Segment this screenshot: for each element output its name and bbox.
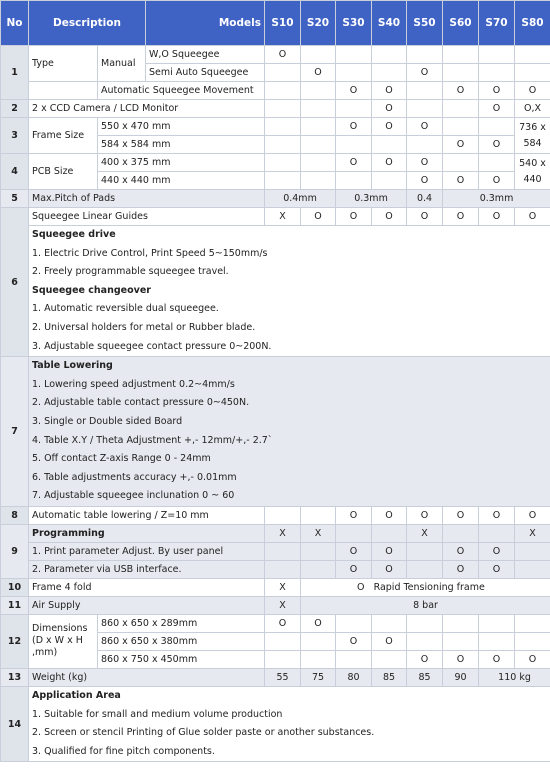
s80-pcb-size: 540 x 440 [515,154,550,190]
cell [301,172,336,190]
cell [301,136,336,154]
detail-line: 1. Lowering speed adjustment 0.2~4mm/s [32,378,235,390]
header-row [1,1,550,46]
cell [336,64,372,82]
row-1-wo [1,46,550,64]
cell: O [336,154,372,172]
frame-size-label: Frame Size [29,118,98,154]
row-number: 14 [1,686,29,761]
s80-frame-size: 736 x 584 [515,118,550,154]
ccd-camera-label: 2 x CCD Camera / LCD Monitor [29,100,265,118]
cell: O [443,560,479,578]
cell [265,154,301,172]
squeegee-drive-heading: Squeegee drive [32,229,116,240]
cell [265,172,301,190]
cell [443,524,479,542]
cell [301,560,336,578]
cell [407,82,443,100]
cell [479,46,515,64]
cell: O [372,208,407,226]
cell [336,46,372,64]
cell: O [479,208,515,226]
row-number: 10 [1,578,29,596]
cell: O [372,82,407,100]
cell: O [443,208,479,226]
pcb-size-label: PCB Size [29,154,98,190]
cell [443,100,479,118]
row-14 [1,686,550,761]
cell [301,632,336,650]
cell [443,614,479,632]
cell [407,136,443,154]
cell: X [265,524,301,542]
cell [265,64,301,82]
cell [336,614,372,632]
row-12a [1,614,550,632]
cell [407,632,443,650]
cell: O [336,560,372,578]
detail-line: 3. Single or Double sided Board [32,415,183,427]
row-1-auto [1,82,550,100]
cell: O [443,506,479,524]
cell: O [336,82,372,100]
header-description: Description [29,1,146,46]
rapid-o: O [357,581,365,593]
cell [372,46,407,64]
print-parameter-label: 1. Print parameter Adjust. By user panel [29,542,265,560]
frame-size-b: 584 x 584 mm [98,136,265,154]
cell: O [443,172,479,190]
cell [372,524,407,542]
row-number: 7 [1,357,29,507]
header-model: S40 [372,1,407,46]
cell [479,64,515,82]
cell: O [479,172,515,190]
type-label: Type [29,46,98,82]
cell: 85 [372,668,407,686]
cell: O [443,542,479,560]
cell: O [515,82,550,100]
air-supply-label: Air Supply [29,596,265,614]
frame-4-fold-label: Frame 4 fold [29,578,265,596]
cell: X [515,524,550,542]
cell: O [479,650,515,668]
table-lowering-heading: Table Lowering [32,360,113,372]
row-number: 13 [1,668,29,686]
cell: O [372,118,407,136]
cell: X [265,578,301,596]
cell: X [265,596,301,614]
header-model: S60 [443,1,479,46]
header-model: S10 [265,1,301,46]
pcb-size-a: 400 x 375 mm [98,154,265,172]
cell: O [443,136,479,154]
cell: O [301,64,336,82]
cell: O [407,172,443,190]
detail-line: 1. Automatic reversible dual squeegee. [32,303,219,315]
detail-line: 2. Universal holders for metal or Rubber blade. [32,321,256,333]
row-5 [1,190,550,208]
semi-auto-label: Semi Auto Squeegee [146,64,265,82]
cell [265,560,301,578]
cell: O [301,208,336,226]
row-number: 11 [1,596,29,614]
row-number: 6 [1,208,29,357]
dimension-c: 860 x 750 x 450mm [98,650,265,668]
cell: X [301,524,336,542]
cell: 55 [265,668,301,686]
cell: O [336,506,372,524]
cell [407,560,443,578]
cell: O [443,82,479,100]
cell: O [479,560,515,578]
cell: O [407,64,443,82]
auto-table-lowering-label: Automatic table lowering / Z=10 mm [29,506,265,524]
cell [372,650,407,668]
pitch-s60-s80: 0.3mm [443,190,550,208]
cell [515,632,550,650]
header-model: S20 [301,1,336,46]
row-3a [1,118,550,136]
row-number: 12 [1,614,29,668]
cell: O [479,136,515,154]
cell [372,136,407,154]
header-model: S50 [407,1,443,46]
row-10 [1,578,550,596]
cell [265,506,301,524]
cell [515,46,550,64]
cell: O [336,632,372,650]
pitch-label: Max.Pitch of Pads [29,190,265,208]
cell: O [515,208,550,226]
cell: O [265,46,301,64]
cell [372,614,407,632]
cell: O [372,542,407,560]
cell [336,650,372,668]
cell: O [443,650,479,668]
header-model: S70 [479,1,515,46]
cell [336,172,372,190]
detail-line: 2. Freely programmable squeegee travel. [32,266,229,278]
cell [479,524,515,542]
cell [443,154,479,172]
cell [479,632,515,650]
usb-parameter-label: 2. Parameter via USB interface. [29,560,265,578]
cell: 90 [443,668,479,686]
application-area-details [29,686,550,761]
row-number: 4 [1,154,29,190]
cell: O [479,506,515,524]
squeegee-details [29,226,550,357]
cell: O [407,506,443,524]
cell [407,46,443,64]
row-number: 9 [1,524,29,578]
frame-size-a: 550 x 470 mm [98,118,265,136]
cell [265,82,301,100]
cell [265,136,301,154]
detail-line: 2. Adjustable table contact pressure 0~450N. [32,397,250,409]
header-model: S30 [336,1,372,46]
cell [372,172,407,190]
pitch-s10-s20: 0.4mm [265,190,336,208]
row-13 [1,668,550,686]
cell: O [372,506,407,524]
cell [301,650,336,668]
weight-label: Weight (kg) [29,668,265,686]
detail-line: 4. Table X.Y / Theta Adjustment +,- 12mm/+,- 2.7` [32,434,273,446]
programming-heading: Programming [29,524,265,542]
cell: O [407,208,443,226]
auto-squeegee-label: Automatic Squeegee Movement [98,82,265,100]
cell [301,154,336,172]
header-model: S80 [515,1,550,46]
cell: O [407,154,443,172]
cell [515,560,550,578]
cell [443,64,479,82]
blank-cell [29,82,98,100]
cell [407,100,443,118]
row-number: 8 [1,506,29,524]
detail-line: 1. Suitable for small and medium volume production [32,708,283,720]
cell [301,100,336,118]
detail-line: 1. Electric Drive Control, Print Speed 5~150mm/s [32,247,268,259]
cell [407,542,443,560]
cell [443,118,479,136]
cell: O [515,650,550,668]
row-6-details [1,226,550,357]
cell [265,100,301,118]
row-6-guides [1,208,550,226]
cell: O [336,542,372,560]
cell: O [265,614,301,632]
row-number: 3 [1,118,29,154]
cell: X [265,208,301,226]
cell: O [372,100,407,118]
application-area-heading: Application Area [32,689,121,701]
air-supply-value: 8 bar [301,596,550,614]
row-number: 5 [1,190,29,208]
table-lowering-details [29,357,550,507]
cell: 80 [336,668,372,686]
cell: O [479,82,515,100]
cell: 85 [407,668,443,686]
detail-line: 6. Table adjustments accuracy +,- 0.01mm [32,471,237,483]
row-9b [1,560,550,578]
cell [443,46,479,64]
cell: O [479,542,515,560]
cell: O [407,650,443,668]
row-9-head [1,524,550,542]
detail-line: 3. Qualified for fine pitch components. [32,745,215,757]
detail-line: 5. Off contact Z-axis Range 0 - 24mm [32,453,211,465]
cell [336,136,372,154]
cell: O [372,154,407,172]
header-models: Models [146,1,265,46]
pitch-s50: 0.4 [407,190,443,208]
dimension-b: 860 x 650 x 380mm [98,632,265,650]
squeegee-changeover-heading: Squeegee changeover [32,284,151,296]
row-2 [1,100,550,118]
cell: O [336,118,372,136]
row-9a [1,542,550,560]
cell: 75 [301,668,336,686]
cell: O [479,100,515,118]
header-no: No [1,1,29,46]
detail-line: 7. Adjustable squeegee inclunation 0 ~ 60 [32,490,235,502]
cell [265,650,301,668]
cell [479,118,515,136]
rapid-label: Rapid Tensioning frame [373,581,485,593]
wo-squeegee-label: W,O Squeegee [146,46,265,64]
dimension-a: 860 x 650 x 289mm [98,614,265,632]
cell [443,632,479,650]
row-11 [1,596,550,614]
cell [265,542,301,560]
cell [515,64,550,82]
cell [301,118,336,136]
cell [515,542,550,560]
cell [407,614,443,632]
cell: O [372,560,407,578]
rapid-tensioning-cell [301,578,550,596]
detail-line: 2. Screen or stencil Printing of Glue solder paste or another substances. [32,727,375,739]
pitch-s30-s40: 0.3mm [336,190,407,208]
row-7 [1,357,550,507]
row-4a [1,154,550,172]
cell [301,542,336,560]
row-number: 1 [1,46,29,100]
cell: O [372,632,407,650]
cell [301,506,336,524]
cell [336,100,372,118]
cell [265,632,301,650]
manual-label: Manual [98,46,146,82]
cell: O [301,614,336,632]
cell [372,64,407,82]
weight-s70-s80: 110 kg [479,668,550,686]
cell [336,524,372,542]
cell [515,614,550,632]
row-8 [1,506,550,524]
cell [479,154,515,172]
cell [301,46,336,64]
cell [479,614,515,632]
cell [265,118,301,136]
cell: O [407,118,443,136]
cell: O,X [515,100,550,118]
linear-guides-label: Squeegee Linear Guides [29,208,265,226]
pcb-size-b: 440 x 440 mm [98,172,265,190]
row-number: 2 [1,100,29,118]
detail-line: 3. Adjustable squeegee contact pressure 0~200N. [32,340,272,352]
cell: O [336,208,372,226]
cell [301,82,336,100]
cell: X [407,524,443,542]
cell: O [515,506,550,524]
dimensions-label: Dimensions (D x W x H ,mm) [29,614,98,668]
